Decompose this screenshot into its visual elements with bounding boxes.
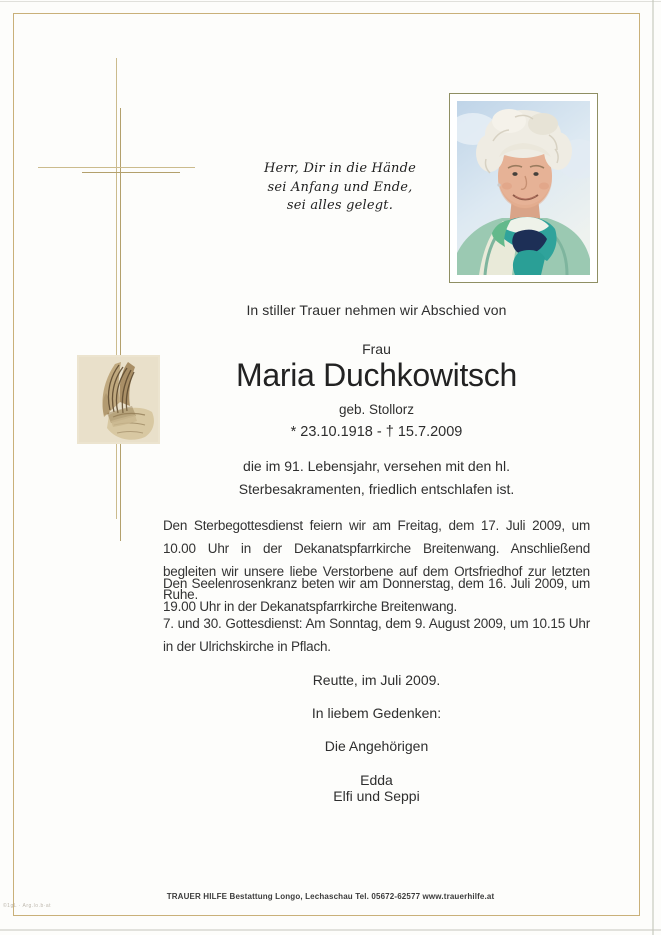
rosary-paragraph: Den Seelenrosenkranz beten wir am Donnerstag, dem 16. Juli 2009, um 19.00 Uhr in der Dekanatspfarrkirche Breitenwang. [163,576,590,614]
passing-line: Sterbesakramenten, friedlich entschlafen ist. [238,481,515,497]
memorial-verse [243,160,437,216]
life-dates: * 23.10.1918 - † 15.7.2009 [290,424,463,440]
salutation: Frau [362,341,391,357]
scan-edge-top [0,1,661,2]
print-edge-marking: ©1gL · Arg.lo.b·at [3,903,52,909]
place-and-date: Reutte, im Juli 2009. [312,672,441,688]
praying-hands-illustration [77,355,160,444]
verse-line: sei Anfang und Ende, [267,179,413,195]
deceased-name: Maria Duchkowitsch [236,357,517,393]
mourners-line: Die Angehörigen [324,738,429,754]
scan-edge-right [652,0,654,935]
verse-line: Herr, Dir in die Hände [263,161,417,176]
passing-text [163,455,590,501]
passing-line: die im 91. Lebensjahr, versehen mit den hl. [243,458,510,474]
cross-horizontal-line-1 [38,167,195,168]
verse-line: sei alles gelegt. [286,198,394,213]
funeral-home-footer: TRAUER HILFE Bestattung Longo, Lechaschau Tel. 05672-62577 www.trauerhilfe.at [166,892,495,901]
deceased-portrait-photo [449,93,598,283]
portrait-illustration [457,101,590,275]
funeral-service-paragraph: Den Sterbegottesdienst feiern wir am Freitag, dem 17. Juli 2009, um 10.00 Uhr in der Dekanatspfarrkirche Breitenwang. Anschließend begleiten wir unsere liebe Verstorbene auf dem Ortsfriedhof zur letzten Ruhe. [163,518,590,602]
announcement-intro: In stiller Trauer nehmen wir Abschied von [246,302,507,318]
cross-horizontal-line-2 [82,172,180,173]
mourner-name: Elfi und Seppi [333,788,420,804]
maiden-name: geb. Stollorz [338,402,415,417]
scan-edge-bottom [0,929,661,931]
remembrance-line: In liebem Gedenken: [311,705,442,721]
praying-hands-image [77,355,160,444]
cross-vertical-line-1 [116,58,117,519]
mourner-name: Edda [360,772,393,788]
memorial-mass-paragraph: 7. und 30. Gottesdienst: Am Sonntag, dem 9. August 2009, um 10.15 Uhr in der Ulrichskirche in Pflach. [163,616,590,654]
